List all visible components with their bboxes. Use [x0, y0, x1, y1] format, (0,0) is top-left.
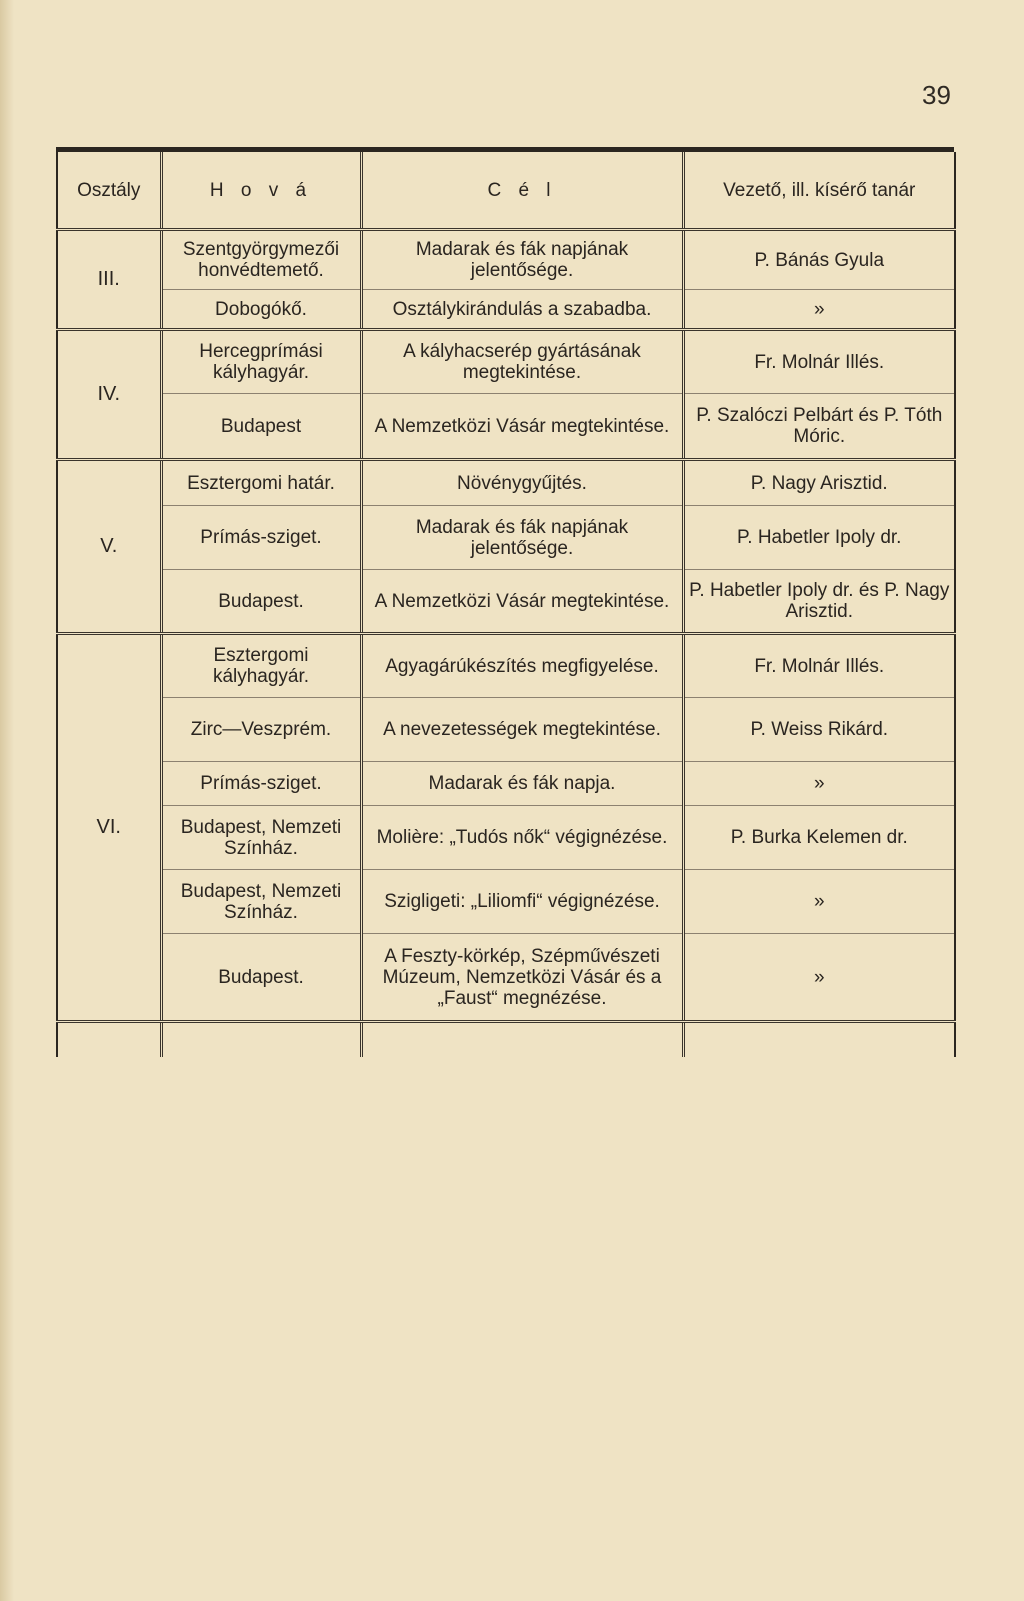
cell-hova: Prímás-sziget. [161, 506, 361, 570]
empty-cell [361, 1022, 683, 1058]
class-label-iii: III. [57, 230, 161, 330]
cell-vezeto: Fr. Molnár Illés. [683, 330, 955, 394]
cell-cel: Osztálykirándulás a szabadba. [361, 290, 683, 330]
class-label-v: V. [57, 460, 161, 634]
class-label-vi: VI. [57, 634, 161, 1022]
header-osztaly: Osztály [57, 152, 161, 230]
table-row [57, 506, 955, 570]
cell-hova: Budapest, Nemzeti Színház. [161, 870, 361, 934]
cell-vezeto: » [683, 762, 955, 806]
table-row [57, 230, 955, 290]
cell-vezeto: P. Habetler Ipoly dr. [683, 506, 955, 570]
cell-cel: Madarak és fák napjának jelentősége. [361, 230, 683, 290]
cell-cel: A Nemzetközi Vásár megtekintése. [361, 394, 683, 460]
cell-cel: A kályhacserép gyártásának megtekintése. [361, 330, 683, 394]
cell-vezeto: P. Weiss Rikárd. [683, 698, 955, 762]
cell-cel: Szigligeti: „Liliomfi“ végignézése. [361, 870, 683, 934]
class-label-iv: IV. [57, 330, 161, 460]
cell-cel: Madarak és fák napja. [361, 762, 683, 806]
page-number: 39 [922, 80, 951, 110]
page-edge-shadow [0, 0, 14, 1601]
cell-vezeto: » [683, 290, 955, 330]
empty-cell [57, 1022, 161, 1058]
cell-hova: Prímás-sziget. [161, 762, 361, 806]
table-row [57, 570, 955, 634]
cell-cel: Agyagárúkészítés megfigyelése. [361, 634, 683, 698]
excursion-table [56, 147, 954, 1057]
cell-hova: Esztergomi határ. [161, 460, 361, 506]
header-cel: C é l [361, 152, 683, 230]
cell-hova: Budapest. [161, 934, 361, 1022]
cell-vezeto: » [683, 870, 955, 934]
table-header-row [57, 152, 955, 230]
table-row [57, 762, 955, 806]
table-row [57, 290, 955, 330]
cell-vezeto: P. Burka Kelemen dr. [683, 806, 955, 870]
cell-hova: Budapest. [161, 570, 361, 634]
table-row [57, 460, 955, 506]
cell-vezeto: Fr. Molnár Illés. [683, 634, 955, 698]
cell-hova: Budapest, Nemzeti Színház. [161, 806, 361, 870]
cell-hova: Hercegprímási kályhagyár. [161, 330, 361, 394]
empty-cell [161, 1022, 361, 1058]
cell-cel: Madarak és fák napjának jelentősége. [361, 506, 683, 570]
cell-cel: A Nemzetközi Vásár megtekintése. [361, 570, 683, 634]
cell-hova: Budapest [161, 394, 361, 460]
cell-hova: Esztergomi kályhagyár. [161, 634, 361, 698]
cell-hova: Dobogókő. [161, 290, 361, 330]
empty-cell [683, 1022, 955, 1058]
cell-cel: A nevezetességek megtekintése. [361, 698, 683, 762]
table-row [57, 870, 955, 934]
table-row [57, 934, 955, 1022]
cell-hova: Zirc—Veszprém. [161, 698, 361, 762]
cell-vezeto: P. Bánás Gyula [683, 230, 955, 290]
table-row [57, 330, 955, 394]
table-row [57, 698, 955, 762]
cell-cel: Molière: „Tudós nők“ végignézése. [361, 806, 683, 870]
header-hova: H o v á [161, 152, 361, 230]
cell-vezeto: P. Habetler Ipoly dr. és P. Nagy Arisztid. [683, 570, 955, 634]
header-vezeto: Vezető, ill. kísérő tanár [683, 152, 955, 230]
cell-vezeto: P. Szalóczi Pelbárt és P. Tóth Móric. [683, 394, 955, 460]
cell-cel: A Feszty-körkép, Szépművészeti Múzeum, Nemzetközi Vásár és a „Faust“ megnézése. [361, 934, 683, 1022]
cell-vezeto: P. Nagy Arisztid. [683, 460, 955, 506]
table-row [57, 394, 955, 460]
table-footer-row [57, 1022, 955, 1058]
cell-hova: Szentgyörgymezői honvédtemető. [161, 230, 361, 290]
cell-cel: Növénygyűjtés. [361, 460, 683, 506]
table-row [57, 634, 955, 698]
cell-vezeto: » [683, 934, 955, 1022]
table-row [57, 806, 955, 870]
